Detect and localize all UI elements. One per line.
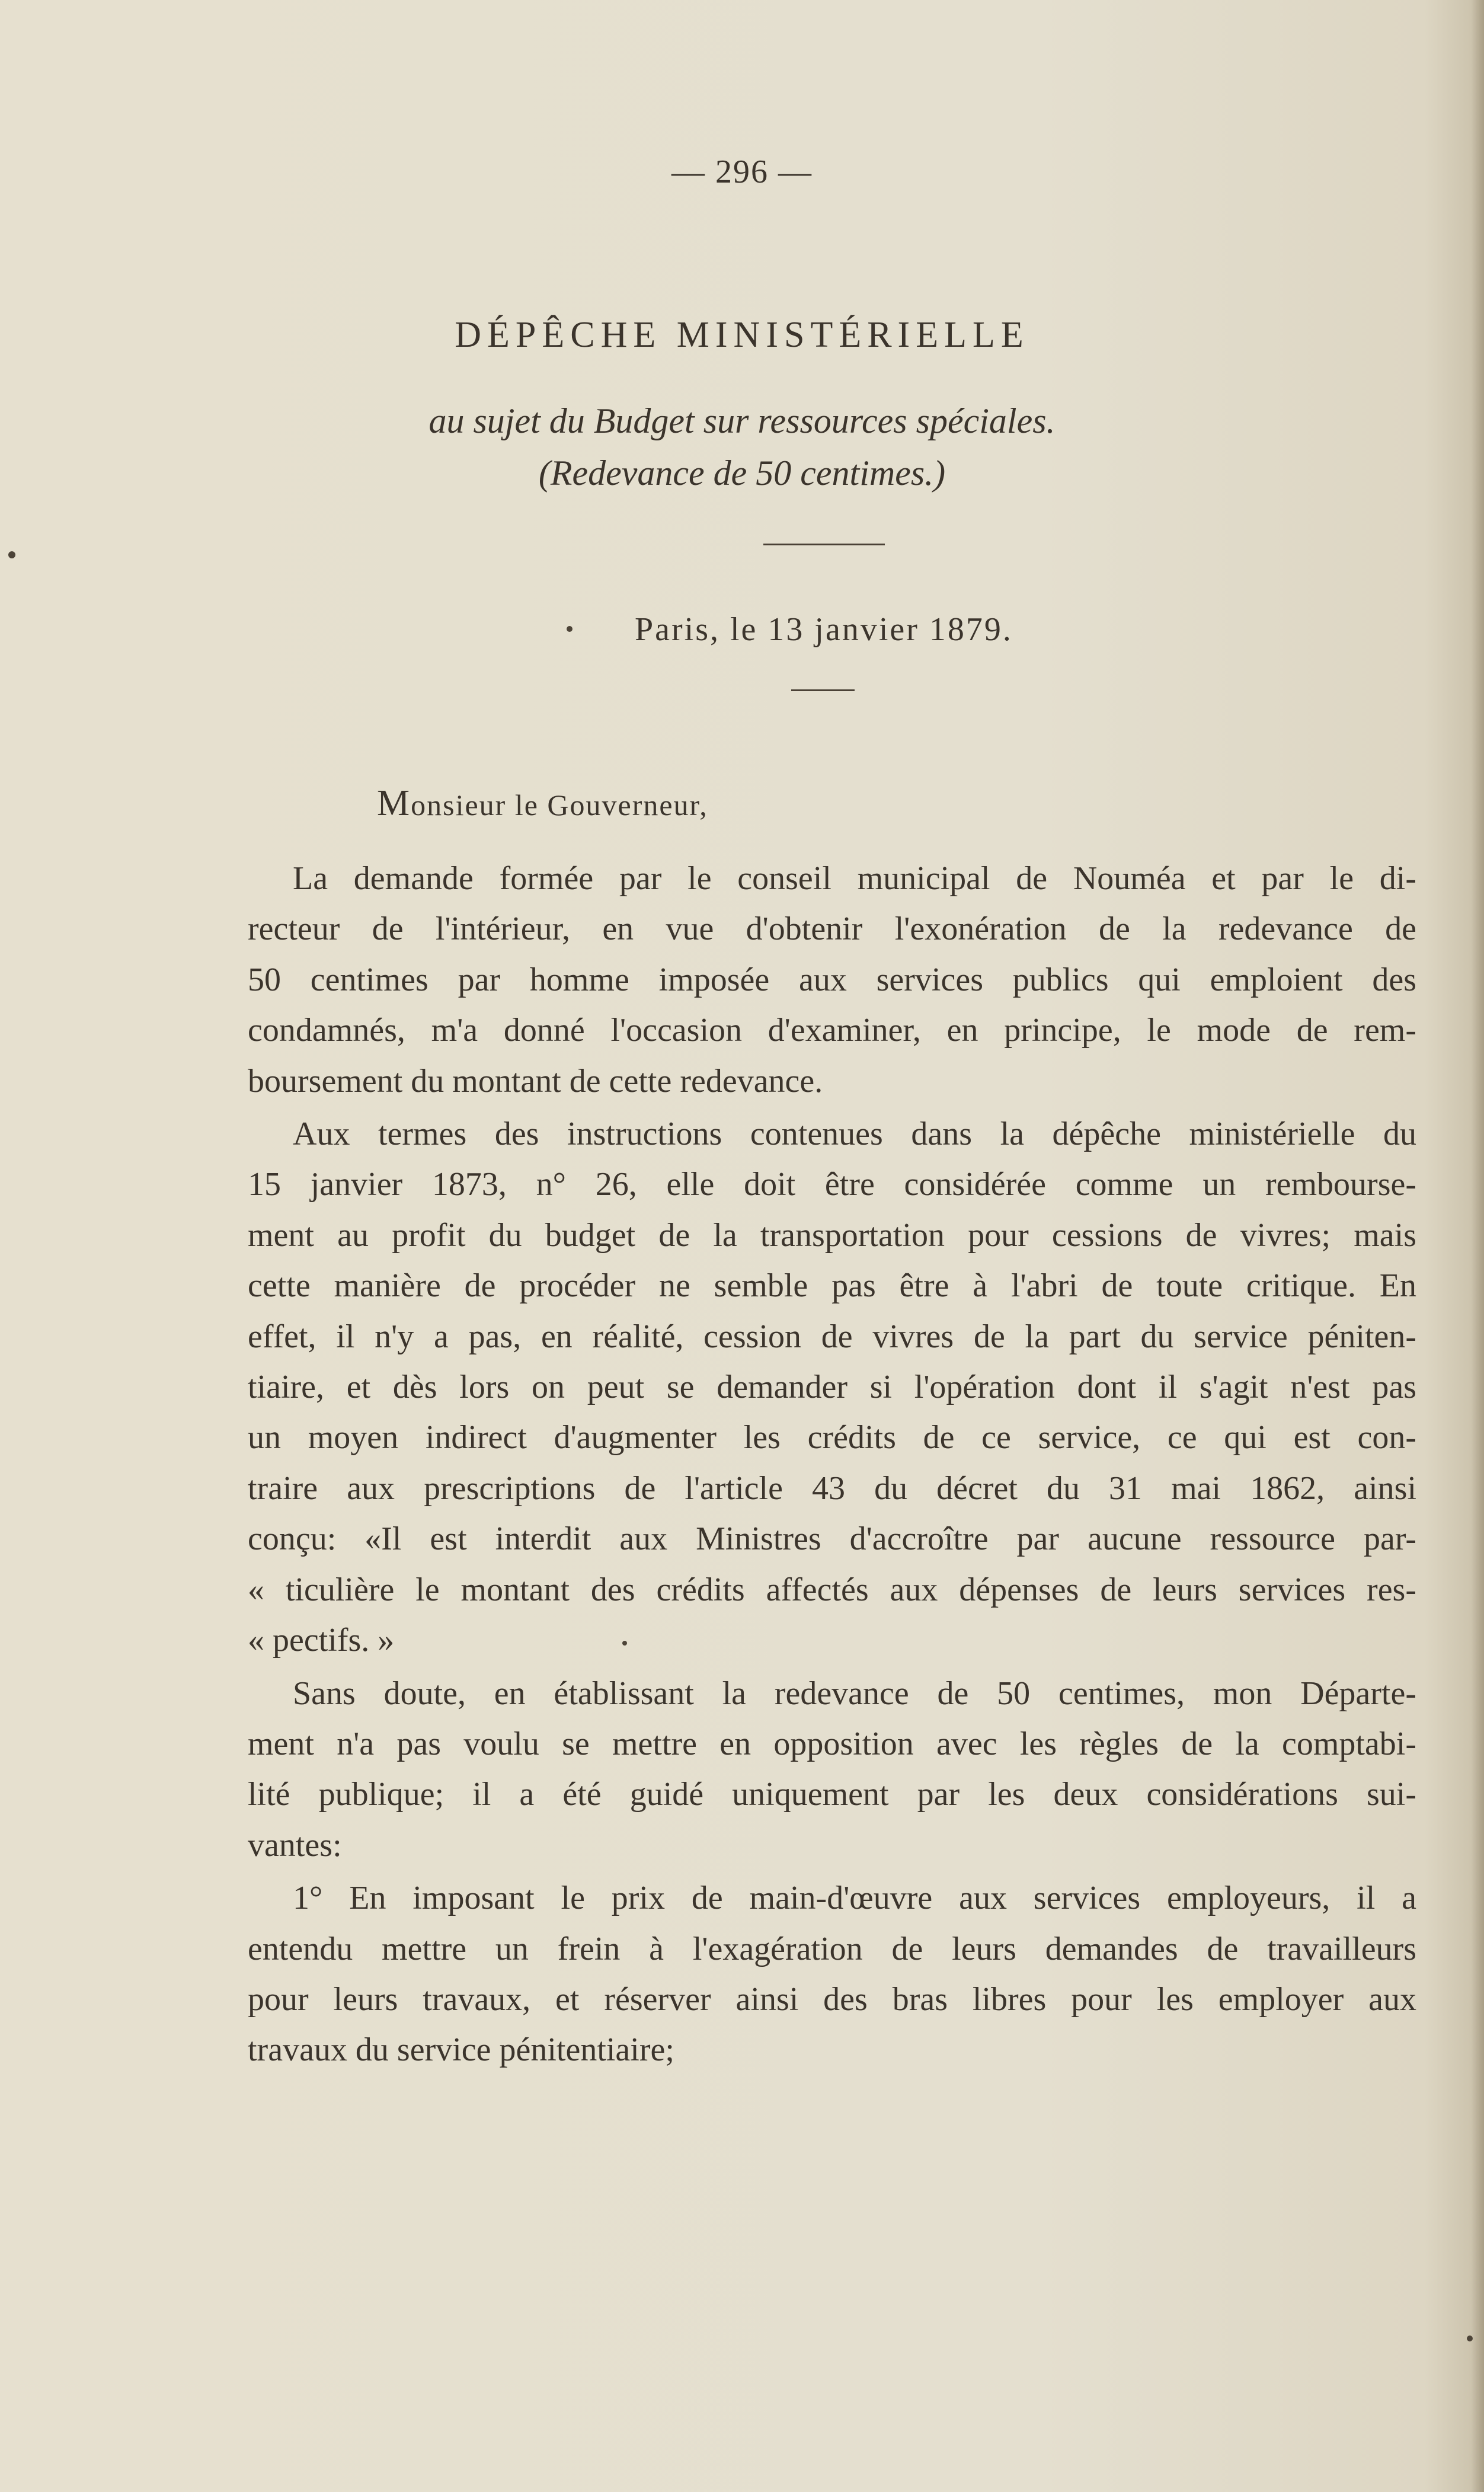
paper-speck	[8, 551, 15, 558]
page-number: — 296 —	[671, 154, 813, 190]
title-divider	[763, 544, 885, 545]
text-line: conçu: «Il est interdit aux Ministres d'accroître par aucune ressource par-	[248, 1520, 1416, 1558]
text-line: vantes:	[248, 1826, 342, 1864]
document-title: DÉPÊCHE MINISTÉRIELLE	[455, 315, 1029, 355]
text-line: lité publique; il a été guidé uniquement par les deux considérations sui-	[248, 1776, 1416, 1813]
document-subtitle: au sujet du Budget sur ressources spéciales.	[428, 401, 1056, 440]
text-line: un moyen indirect d'augmenter les crédits de ce service, ce qui est con-	[248, 1419, 1416, 1456]
text-line: ment au profit du budget de la transportation pour cessions de vivres; mais	[248, 1216, 1416, 1254]
text-line: boursement du montant de cette redevance.	[248, 1062, 823, 1100]
text-line: recteur de l'intérieur, en vue d'obtenir l'exonération de la redevance de	[248, 910, 1416, 948]
salutation: Monsieur le Gouverneur,	[377, 783, 708, 823]
paper-speck	[622, 1641, 627, 1646]
text-line: ment n'a pas voulu se mettre en opposition avec les règles de la comptabi-	[248, 1725, 1416, 1762]
dateline-divider	[791, 689, 855, 691]
text-line: Aux termes des instructions contenues dans la dépêche ministérielle du	[293, 1116, 1416, 1153]
text-line: condamnés, m'a donné l'occasion d'examiner, en principe, le mode de rem-	[248, 1012, 1416, 1049]
text-line: cette manière de procéder ne semble pas être à l'abri de toute critique. En	[248, 1267, 1416, 1305]
page-edge-shadow	[1471, 0, 1484, 2492]
document-subtitle-note: (Redevance de 50 centimes.)	[538, 453, 946, 493]
text-line: 50 centimes par homme imposée aux services publics qui emploient des	[248, 961, 1416, 998]
text-line: effet, il n'y a pas, en réalité, cession de vivres de la part du service péniten-	[248, 1318, 1416, 1355]
text-line: travaux du service pénitentiaire;	[248, 2031, 674, 2069]
text-line: 15 janvier 1873, n° 26, elle doit être considérée comme un rembourse-	[248, 1166, 1416, 1203]
paper-speck	[567, 626, 573, 632]
paragraph	[248, 1669, 1416, 1871]
text-line: traire aux prescriptions de l'article 43 du décret du 31 mai 1862, ainsi	[248, 1469, 1416, 1507]
dateline: Paris, le 13 janvier 1879.	[635, 611, 1013, 648]
text-line: entendu mettre un frein à l'exagération de leurs demandes de travailleurs	[248, 1930, 1416, 1967]
paragraph	[248, 854, 1416, 1107]
text-line: pour leurs travaux, et réserver ainsi des bras libres pour les employer aux	[248, 1980, 1416, 2018]
text-line: « pectifs. »	[248, 1622, 395, 1659]
paragraph	[248, 1873, 1416, 2076]
text-line: « ticulière le montant des crédits affectés aux dépenses de leurs services res-	[248, 1571, 1416, 1608]
paper-speck	[1467, 2336, 1473, 2341]
text-line: 1° En imposant le prix de main-d'œuvre aux services employeurs, il a	[293, 1880, 1416, 1917]
text-line: tiaire, et dès lors on peut se demander si l'opération dont il s'agit n'est pas	[248, 1369, 1416, 1406]
paragraph	[248, 1109, 1416, 1666]
text-line: La demande formée par le conseil municipal de Nouméa et par le di-	[293, 860, 1416, 897]
text-line: Sans doute, en établissant la redevance de 50 centimes, mon Départe-	[293, 1675, 1416, 1712]
letter-body	[248, 854, 1416, 2078]
